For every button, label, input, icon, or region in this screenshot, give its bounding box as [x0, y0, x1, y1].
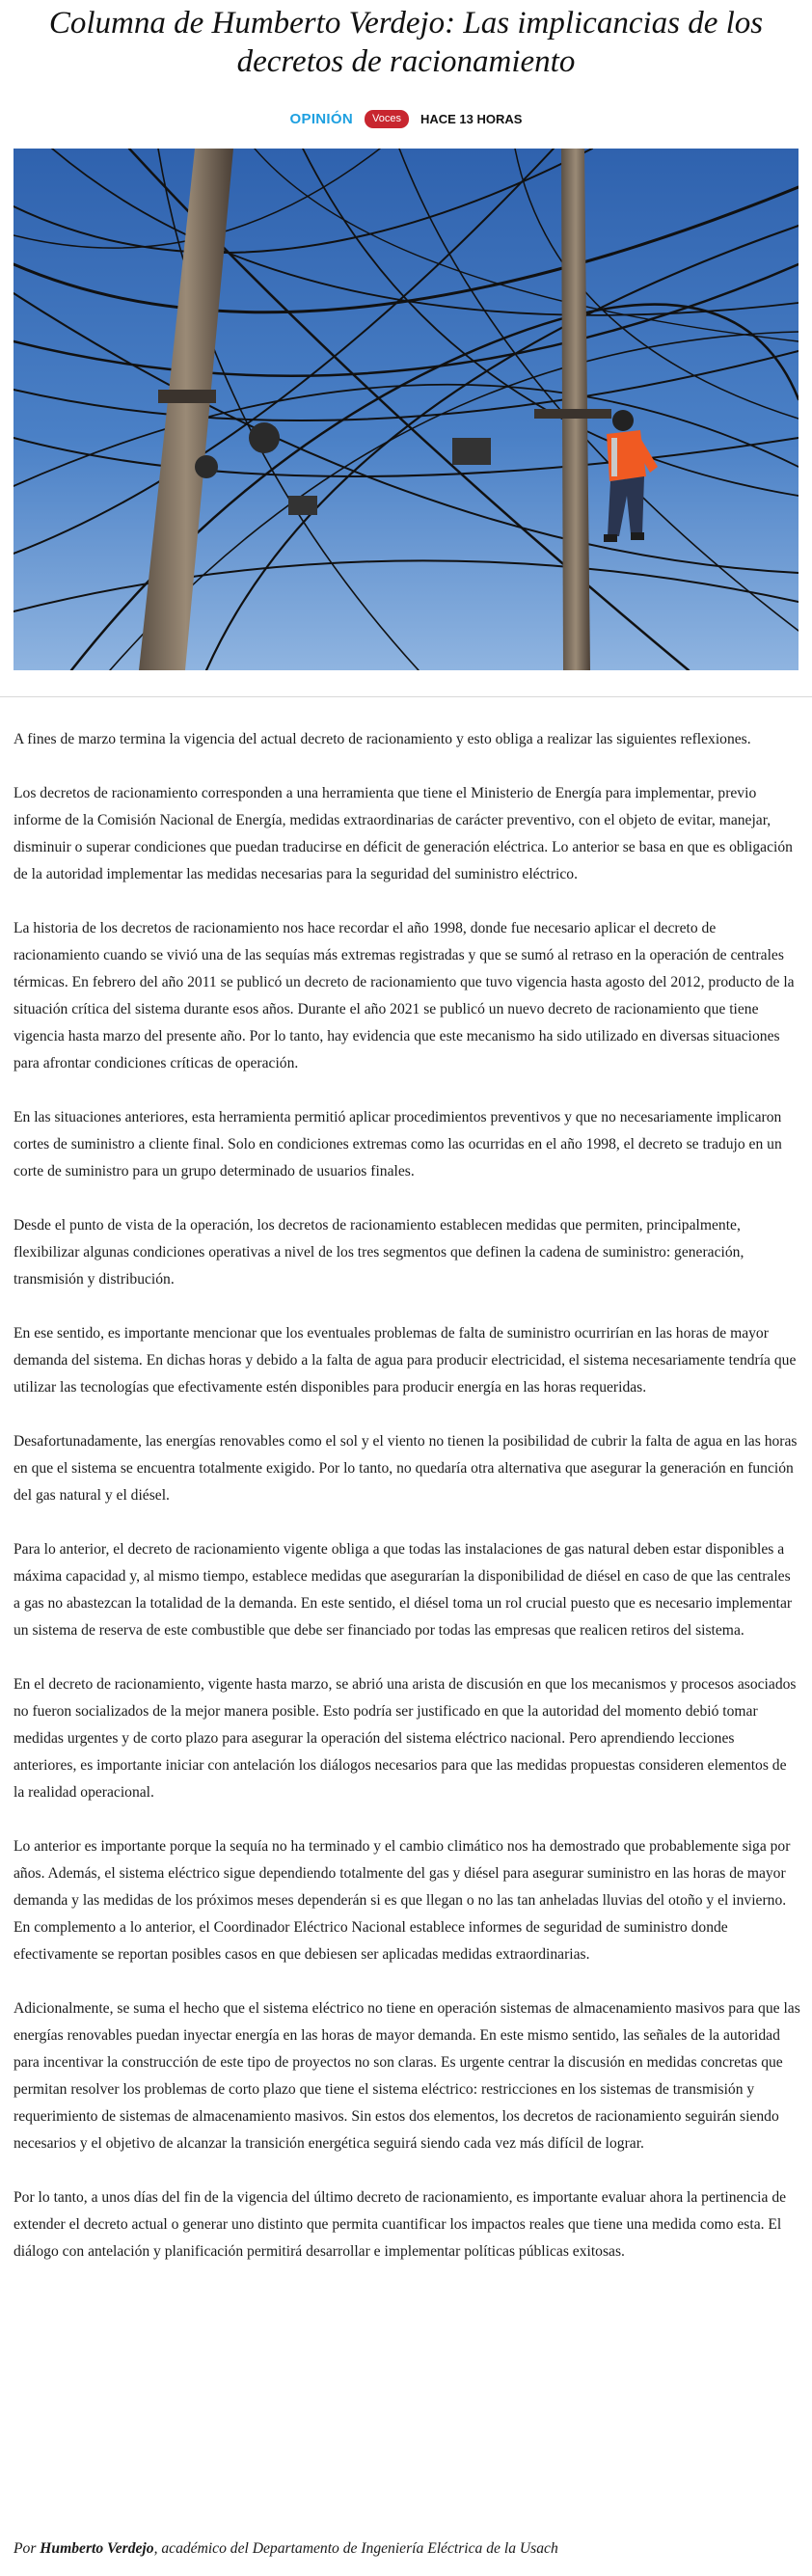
paragraph: Desafortunadamente, las energías renovables como el sol y el viento no tienen la posibilidad de cubrir la falta de agua en las horas en que el sistema se encuentra totalmente exigido. Por lo tanto, no quedaría otra alternativa que asegurar la generación en función del gas natural y el diésel. [14, 1433, 798, 1504]
article-title: Columna de Humberto Verdejo: Las implicancias de los decretos de racionamiento [48, 6, 764, 79]
paragraph: Lo anterior es importante porque la sequía no ha terminado y el cambio climático nos ha demostrado que probablemente siga por años. Además, el sistema eléctrico sigue dependiendo totalmente del gas y diésel para asegurar suministro en las horas de mayor demanda y las medidas de los próximos meses dependerán si es que llegan o no las tan anheladas lluvias del otoño y el invierno. En complemento a lo anterior, el Coordinador Eléctrico Nacional establece informes de seguridad de suministro donde efectivamente se reportan posibles casos en que debiesen ser aplicadas medidas extraordinarias. [14, 1838, 791, 1963]
paragraph: La historia de los decretos de racionamiento nos hace recordar el año 1998, donde fue necesario aplicar el decreto de racionamiento cuando se vivió una de las sequías más extremas registradas y que se sumó al retraso en la operación de centrales térmicas. En febrero del año 2011 se publicó un decreto de racionamiento que tuvo vigencia hasta agosto del 2012, producto de la situación crítica del sistema durante esos años. Durante el año 2021 se publicó un nuevo decreto de racionamiento que tiene vigencia hasta marzo del presente año. Por lo tanto, hay evidencia que este mecanismo ha sido utilizado en diversas situaciones para afrontar condiciones críticas de operación. [14, 920, 795, 1071]
section-badge[interactable]: Voces [365, 110, 409, 128]
author-byline [14, 2535, 800, 2562]
paragraph: Por lo tanto, a unos días del fin de la vigencia del último decreto de racionamiento, es importante evaluar ahora la pertinencia de extender el decreto actual o generar uno distinto que permita cuantificar los impactos reales que tiene una medida como esta. El diálogo con antelación y planificación permitirá desarrollar e implementar políticas públicas exitosas. [14, 2189, 787, 2260]
paragraph: Los decretos de racionamiento corresponden a una herramienta que tiene el Ministerio de Energía para implementar, previo informe de la Comisión Nacional de Energía, medidas extraordinarias de carácter preventivo, con el objeto de evitar, manejar, disminuir o superar condiciones que puedan traducirse en déficit de generación eléctrica. Lo anterior se basa en que es obligación de la autoridad implementar las medidas necesarias para la seguridad del suministro eléctrico. [14, 785, 793, 882]
article-meta [0, 110, 812, 128]
header-divider [0, 696, 812, 697]
paragraph: En ese sentido, es importante mencionar que los eventuales problemas de falta de suministro ocurrirían en las horas de mayor demanda del sistema. En dichas horas y debido a la falta de agua para producir electricidad, el sistema necesariamente tendría que utilizar las tecnologías que efectivamente estén disponibles para producir energía en las horas requeridas. [14, 1325, 797, 1396]
article-body [14, 726, 800, 2292]
author-name: Humberto Verdejo [40, 2540, 154, 2557]
byline-prefix: Por [14, 2540, 37, 2557]
paragraph: En el decreto de racionamiento, vigente hasta marzo, se abrió una arista de discusión en que los mecanismos y procesos asociados no fueron socializados de la mejor manera posible. Esto podría ser justificado en que la autoridad del momento debió tomar medidas urgentes y de corto plazo para asegurar la operación del sistema eléctrico nacional. Pero aprendiendo lecciones anteriores, es importante iniciar con antelación los diálogos necesarios para que las medidas propuestas consideren elementos de la realidad operacional. [14, 1676, 797, 1801]
paragraph: A fines de marzo termina la vigencia del actual decreto de racionamiento y esto obliga a realizar las siguientes reflexiones. [14, 731, 751, 747]
paragraph: Para lo anterior, el decreto de racionamiento vigente obliga a que todas las instalaciones de gas natural deben estar disponibles a máxima capacidad y, al mismo tiempo, establece medidas que asegurarían la disponibilidad de diésel en caso de que las centrales a gas no abastezcan la totalidad de la demanda. En este sentido, el diésel toma un rol crucial puesto que es necesario implementar un sistema de reserva de este combustible que debe ser financiado por todas las empresas que realicen retiros del sistema. [14, 1541, 793, 1639]
paragraph: En las situaciones anteriores, esta herramienta permitió aplicar procedimientos preventivos y que no necesariamente implicaron cortes de suministro a cliente final. Solo en condiciones extremas como las ocurridas en el año 1998, el decreto se tradujo en un corte de suministro para un grupo determinado de usuarios finales. [14, 1109, 782, 1180]
author-affiliation: , académico del Departamento de Ingeniería Eléctrica de la Usach [153, 2540, 558, 2557]
hero-photo [14, 149, 798, 670]
publish-time: HACE 13 HORAS [420, 112, 523, 126]
paragraph: Adicionalmente, se suma el hecho que el sistema eléctrico no tiene en operación sistemas de almacenamiento masivos para que las energías renovables puedan inyectar energía en las horas de mayor demanda. En este mismo sentido, las señales de la autoridad para incentivar la construcción de este tipo de proyectos no son claras. Es urgente centrar la discusión en medidas concretas que permitan resolver los problemas de corto plazo que tiene el sistema eléctrico: restricciones en los sistemas de transmisión y requerimiento de sistemas de almacenamiento masivos. Sin estos dos elementos, los decretos de racionamiento seguirán siendo necesarios y el objetivo de alcanzar la transición energética seguirá siendo cada vez más difícil de lograr. [14, 2000, 800, 2152]
category-link[interactable]: OPINIÓN [289, 111, 353, 127]
paragraph: Desde el punto de vista de la operación, los decretos de racionamiento establecen medidas que permiten, principalmente, flexibilizar algunas condiciones operativas a nivel de los tres segmentos que definen la cadena de suministro: generación, transmisión y distribución. [14, 1217, 744, 1288]
